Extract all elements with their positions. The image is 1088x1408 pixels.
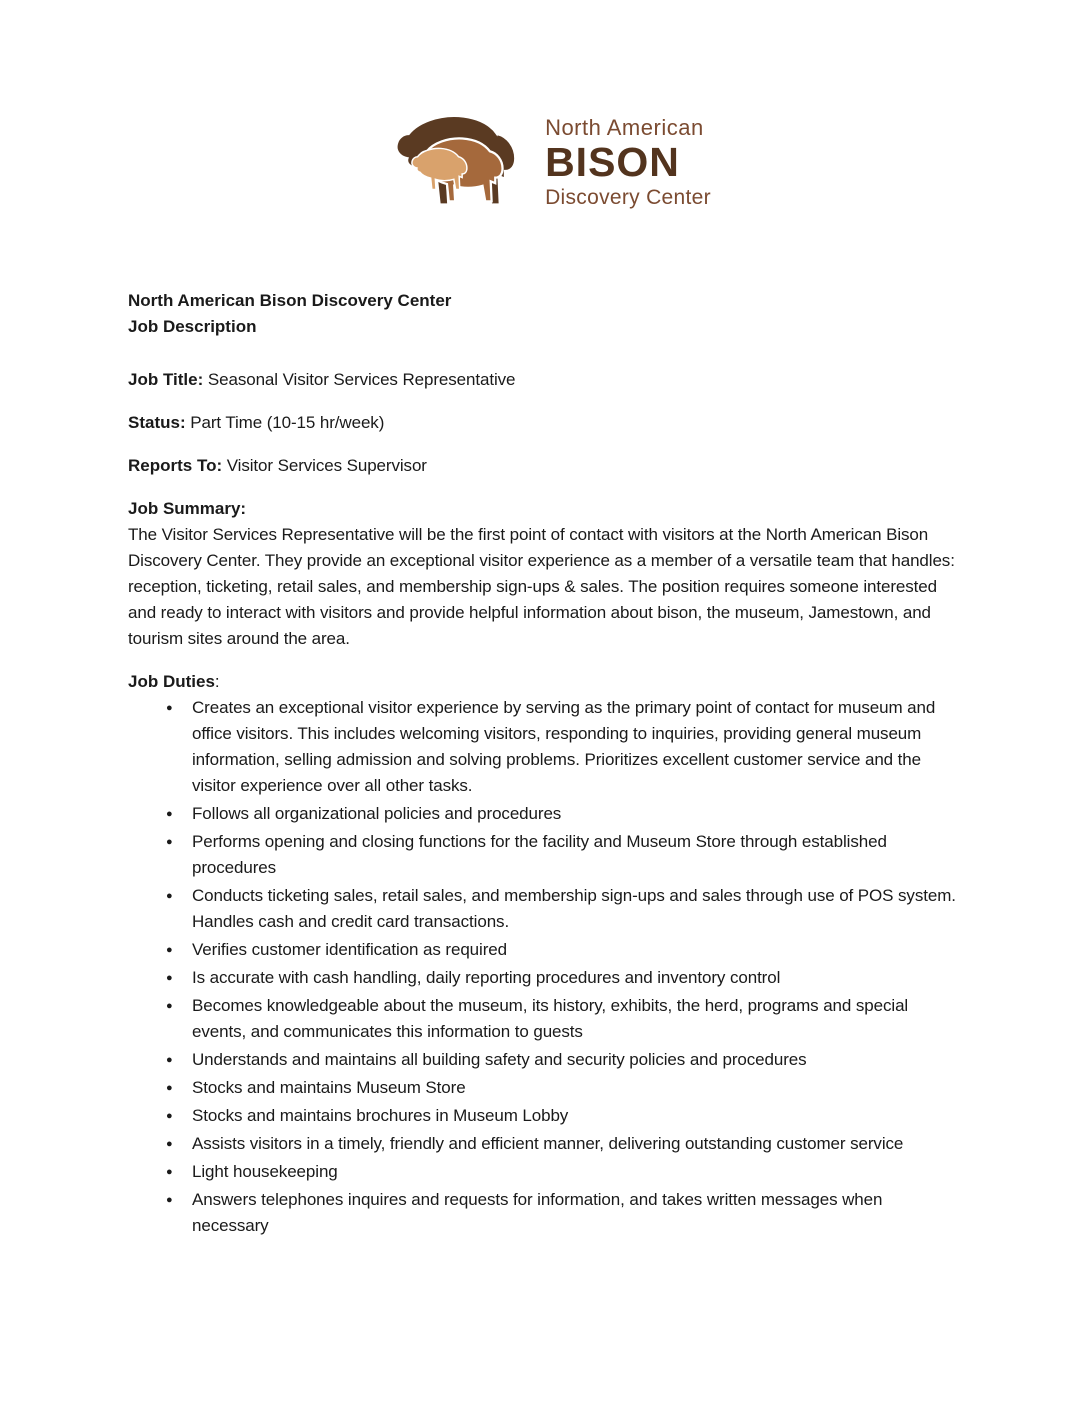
field-label: Reports To: (128, 456, 223, 475)
job-duties-heading: Job Duties: (128, 672, 220, 691)
list-item-text: Answers telephones inquires and requests for information, and takes written messages when necessary (192, 1190, 883, 1235)
list-item-text: Performs opening and closing functions for the facility and Museum Store through established procedures (192, 832, 887, 877)
bison-logo (377, 110, 711, 214)
bullet-icon: ● (166, 1054, 173, 1066)
document-title: North American Bison Discovery Center (128, 291, 452, 310)
list-item (166, 1075, 960, 1101)
field-label: Status: (128, 413, 186, 432)
field-row (128, 453, 960, 479)
list-item (166, 883, 960, 935)
bullet-icon: ● (166, 972, 173, 984)
bullet-icon: ● (166, 1166, 173, 1178)
job-duties-list (128, 695, 960, 1239)
field-label: Job Title: (128, 370, 204, 389)
list-item (166, 695, 960, 799)
logo-text-block (545, 114, 711, 209)
bullet-icon: ● (166, 1110, 173, 1122)
logo-text-bison: BISON (545, 138, 680, 185)
logo-container (128, 110, 960, 214)
list-item-text: Stocks and maintains Museum Store (192, 1078, 466, 1097)
list-item-text: Follows all organizational policies and procedures (192, 804, 562, 823)
list-item (166, 1131, 960, 1157)
field-row (128, 410, 960, 436)
list-item (166, 993, 960, 1045)
list-item-text: Verifies customer identification as required (192, 940, 507, 959)
bullet-icon: ● (166, 944, 173, 956)
list-item-text: Conducts ticketing sales, retail sales, and membership sign-ups and sales through use of POS system. Handles cash and credit card transactions. (192, 886, 956, 931)
job-duties-section (128, 669, 960, 1239)
field-value: Part Time (10-15 hr/week) (190, 413, 385, 432)
field-value: Seasonal Visitor Services Representative (207, 370, 516, 389)
bullet-icon: ● (166, 1000, 173, 1012)
list-item-text: Becomes knowledgeable about the museum, its history, exhibits, the herd, programs and special events, and communicates this information to guests (192, 996, 909, 1041)
list-item (166, 937, 960, 963)
bullet-icon: ● (166, 1194, 173, 1206)
job-summary-text: The Visitor Services Representative will be the first point of contact with visitors at the North American Bison Discovery Center. They provide an exceptional visitor experience as a member of a versatile team that handles: reception, ticketing, retail sales, and membership sign-ups & sales. The position requires someone interested and ready to interact with visitors and provide helpful information about bison, the museum, Jamestown, and tourism sites around the area. (128, 525, 955, 648)
list-item-text: Stocks and maintains brochures in Museum Lobby (192, 1106, 569, 1125)
list-item-text: Creates an exceptional visitor experience by serving as the primary point of contact for museum and office visitors. This includes welcoming visitors, responding to inquiries, providing general museum information, selling admission and solving problems. Prioritizes excellent customer service and the visitor experience over all other tasks. (192, 698, 936, 795)
list-item (166, 801, 960, 827)
field-value: Visitor Services Supervisor (226, 456, 427, 475)
bison-logo-icon (377, 110, 535, 214)
list-item-text: Light housekeeping (192, 1162, 338, 1181)
logo-text-north-american: North American (545, 114, 704, 140)
bullet-icon: ● (166, 702, 173, 714)
list-item (166, 1159, 960, 1185)
job-summary-section (128, 496, 960, 652)
bullet-icon: ● (166, 890, 173, 902)
list-item (166, 965, 960, 991)
bullet-icon: ● (166, 808, 173, 820)
bullet-icon: ● (166, 1138, 173, 1150)
list-item-text: Is accurate with cash handling, daily reporting procedures and inventory control (192, 968, 781, 987)
list-item (166, 1103, 960, 1129)
list-item-text: Understands and maintains all building safety and security policies and procedures (192, 1050, 807, 1069)
job-summary-heading: Job Summary: (128, 499, 247, 518)
field-list (128, 367, 960, 479)
bullet-icon: ● (166, 1082, 173, 1094)
document-subtitle: Job Description (128, 317, 257, 336)
list-item-text: Assists visitors in a timely, friendly and efficient manner, delivering outstanding customer service (192, 1134, 904, 1153)
title-block (128, 288, 960, 340)
list-item (166, 1047, 960, 1073)
bullet-icon: ● (166, 836, 173, 848)
list-item (166, 1187, 960, 1239)
document-body (128, 288, 960, 1239)
list-item (166, 829, 960, 881)
field-row (128, 367, 960, 393)
logo-text-discovery-center: Discovery Center (545, 185, 711, 209)
